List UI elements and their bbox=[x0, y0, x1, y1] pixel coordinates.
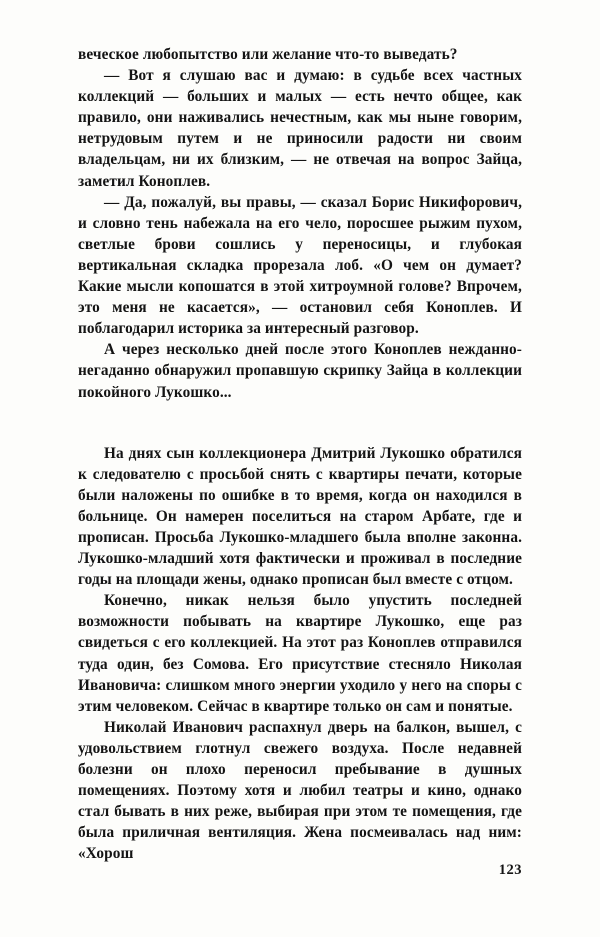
page-number: 123 bbox=[498, 862, 522, 878]
paragraph: веческое любопытство или желание что-то выведать? bbox=[78, 46, 458, 63]
paragraph: А через несколько дней после этого Коноплев нежданно-негаданно обнаружил пропавшую скрипку Зайца в коллекции покойного Лукошко... bbox=[78, 341, 522, 401]
paragraph: — Да, пожалуй, вы правы, — сказал Борис Никифорович, и словно тень набежала на его чело, поросшее рыжим пухом, светлые брови сошлись у переносицы, и глубокая вертикальная складка прорезала лоб. «О чем он думает? Какие мысли копошатся в этой хитроумной голове? Впрочем, это меня не касается», — остановил себя Коноплев. И поблагодарил историка за интересный разговор. bbox=[78, 193, 522, 338]
body-text-column bbox=[78, 44, 522, 864]
paragraph: Конечно, никак нельзя было упустить последней возможности побывать на квартире Лукошко, еще раз свидеться с его коллекцией. На этот раз Коноплев отправился туда один, без Сомова. Его присутствие стесняло Николая Ивановича: слишком много энергии уходило у него на споры с этим человеком. Сейчас в квартире только он сам и понятые. bbox=[78, 592, 522, 715]
paragraph: Николай Иванович распахнул дверь на балкон, вышел, с удовольствием глотнул свежего воздуха. После недавней болезни он плохо переносил пребывание в душных помещениях. Поэтому хотя и любил театры и кино, однако стал бывать в них реже, выбирая при этом те помещения, где была приличная вентиляция. Жена посмеивалась над ним: «Хорош bbox=[78, 718, 522, 863]
section-break bbox=[78, 403, 522, 443]
paragraph: — Вот я слушаю вас и думаю: в судьбе всех частных коллекций — больших и малых — есть нечто общее, как правило, они наживались нечестным, как мы ныне говорим, нетрудовым путем и не приносили радости ни своим владельцам, ни их близким, — не отвечая на вопрос Зайца, заметил Коноплев. bbox=[78, 67, 522, 190]
paragraph: На днях сын коллекционера Дмитрий Лукошко обратился к следователю с просьбой снять с квартиры печати, которые были наложены по ошибке в то время, когда он находился в больнице. Он намерен поселиться на старом Арбате, где и прописан. Просьба Лукошко-младшего была вполне законна. Лукошко-младший хотя фактически и проживал в последние годы на площади жены, однако прописан был вместе с отцом. bbox=[78, 444, 522, 589]
